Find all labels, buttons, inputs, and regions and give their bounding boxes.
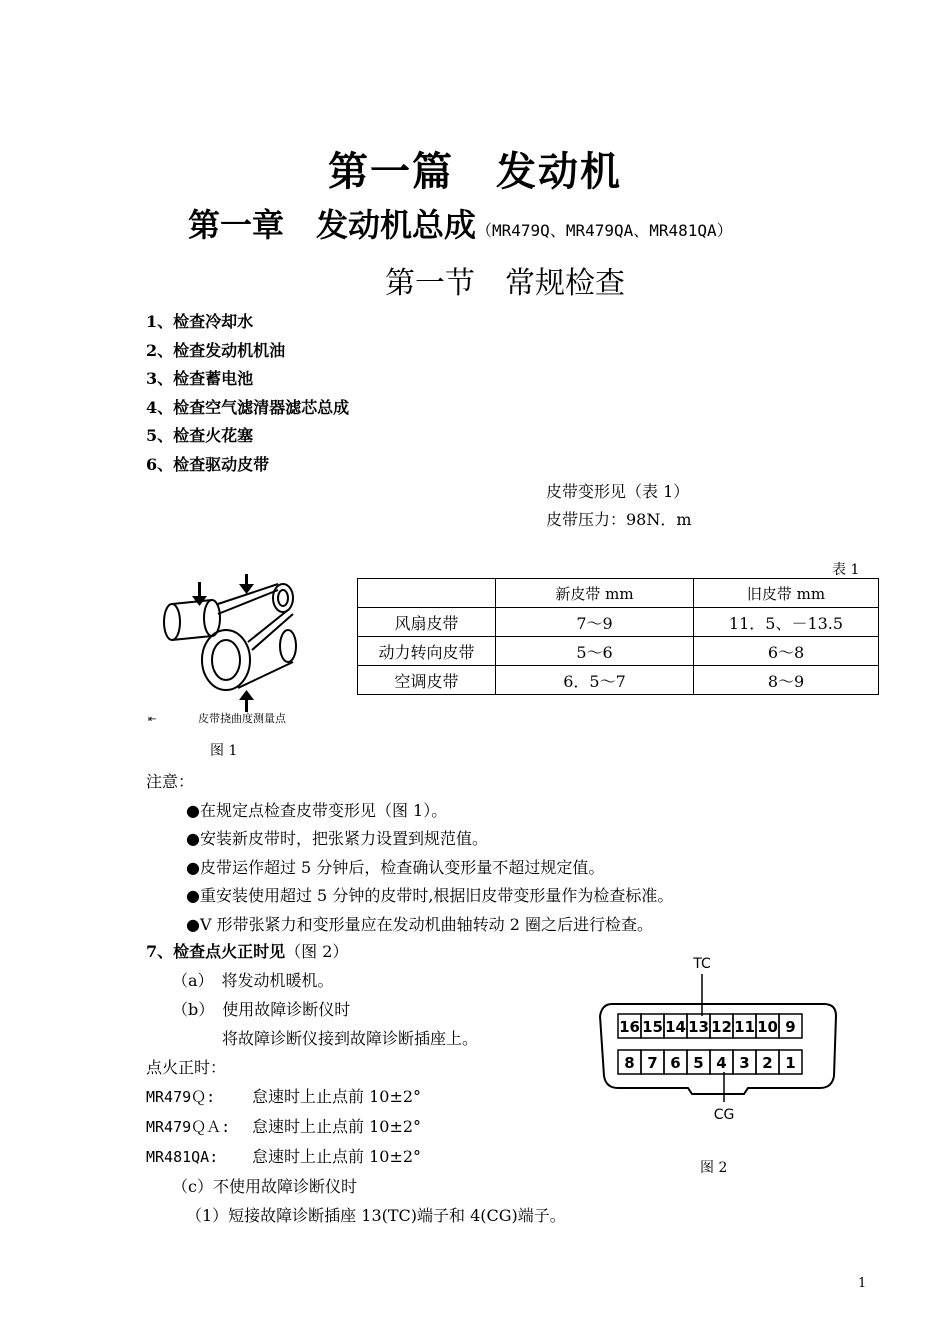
belt-deflection-note: 皮带变形见（表 1） [546, 482, 690, 501]
timing-label: 点火正时： [146, 1058, 227, 1077]
table-cell: 6～8 [694, 637, 879, 666]
table-header-row [358, 579, 879, 608]
step-item: 4、检查空气滤清器滤芯总成 [146, 397, 350, 417]
table-row [358, 666, 879, 695]
connector-pin-label: 11 [734, 1018, 755, 1036]
section-7-heading: 7、检查点火正时见（图 2） [146, 942, 349, 961]
figure1-label: 图 1 [210, 743, 238, 759]
belt-diagram-figure [148, 570, 328, 735]
table-cell: 8～9 [694, 666, 879, 695]
table-row [358, 608, 879, 637]
step-item: 2、检查发动机机油 [146, 340, 286, 360]
connector-bottom-row [618, 1050, 802, 1074]
chapter-title [188, 200, 733, 246]
table-cell: 5～6 [496, 637, 694, 666]
table-header-cell [358, 579, 496, 608]
connector-pin-label: 4 [716, 1054, 727, 1072]
section-title: 第一节 常规检查 [385, 266, 625, 301]
table-cell: 风扇皮带 [358, 608, 496, 637]
table-cell: 7～9 [496, 608, 694, 637]
step-c: （c）不使用故障诊断仪时 [172, 1177, 357, 1196]
inspection-steps [146, 308, 349, 480]
step-item: 5、检查火花塞 [146, 426, 254, 446]
cg-label: CG [713, 1107, 735, 1123]
connector-pin-label: 6 [670, 1054, 681, 1072]
step-item: 3、检查蓄电池 [146, 369, 254, 389]
table-header-cell: 新皮带 mm [496, 579, 694, 608]
step-a: （a） 将发动机暖机。 [172, 971, 334, 990]
belt-info [546, 478, 692, 534]
connector-pin-label: 16 [619, 1018, 640, 1036]
note-item: ●在规定点检查皮带变形见（图 1）。 [186, 800, 448, 820]
connector-pin-label: 7 [647, 1054, 658, 1072]
connector-pin-label: 13 [688, 1018, 709, 1036]
legend-arrow-icon: ⇤ [148, 714, 157, 725]
connector-pin-label: 12 [711, 1018, 732, 1036]
connector-pin-label: 14 [665, 1018, 686, 1036]
connector-pin-label: 9 [785, 1018, 796, 1036]
chapter-models: （MR479Q、MR479QA、MR481QA） [476, 221, 733, 240]
step-item: 1、检查冷却水 [146, 312, 254, 331]
step-b-detail: 将故障诊断仪接到故障诊断插座上。 [222, 1029, 479, 1048]
figure1-legend: 皮带挠曲度测量点 [198, 712, 286, 725]
connector-pin-label: 3 [739, 1054, 750, 1072]
table-row [358, 637, 879, 666]
timing-row: MR479ＱＡ: 怠速时上止点前 10±2° [146, 1117, 422, 1136]
note-item: ●安装新皮带时，把张紧力设置到规范值。 [186, 829, 488, 848]
notes-block [146, 768, 673, 939]
timing-row: MR479Ｑ: 怠速时上止点前 10±2° [146, 1087, 422, 1106]
step-item: 6、检查驱动皮带 [146, 454, 270, 474]
table-cell: 11．5、－13.5 [694, 608, 879, 637]
step-b: （b） 使用故障诊断仪时 [172, 1000, 351, 1019]
tc-label: TC [693, 956, 711, 972]
connector-top-row [618, 1014, 802, 1038]
step-c1: （1）短接故障诊断插座 13(TC)端子和 4(CG)端子。 [186, 1206, 566, 1225]
note-item: ●V 形带张紧力和变形量应在发动机曲轴转动 2 圈之后进行检查。 [186, 914, 653, 934]
table-cell: 6．5～7 [496, 666, 694, 695]
connector-pin-label: 1 [785, 1054, 796, 1072]
section-7 [146, 937, 566, 1230]
notes-heading: 注意： [146, 772, 195, 791]
connector-pin-label: 10 [757, 1018, 778, 1036]
connector-pin-label: 5 [693, 1054, 704, 1072]
diagnostic-connector-figure [598, 952, 838, 1127]
connector-pin-label: 2 [762, 1054, 773, 1072]
table-caption: 表 1 [832, 562, 860, 578]
figure2-label: 图 2 [700, 1160, 728, 1176]
table-cell: 动力转向皮带 [358, 637, 496, 666]
table-cell: 空调皮带 [358, 666, 496, 695]
page-number: 1 [858, 1276, 867, 1291]
page-title: 第一篇 发动机 [328, 148, 622, 195]
table-header-cell: 旧皮带 mm [694, 579, 879, 608]
connector-pin-label: 15 [642, 1018, 663, 1036]
connector-pin-label: 8 [624, 1054, 635, 1072]
belt-deflection-table [357, 578, 879, 695]
note-item: ●皮带运作超过 5 分钟后，检查确认变形量不超过规定值。 [186, 857, 605, 877]
timing-row: MR481QA: 怠速时上止点前 10±2° [146, 1147, 422, 1166]
belt-pressure-note: 皮带压力：98N．m [546, 510, 692, 529]
chapter-heading: 第一章 发动机总成 [188, 206, 477, 244]
note-item: ●重安装使用超过 5 分钟的皮带时,根据旧皮带变形量作为检查标准。 [186, 886, 674, 905]
